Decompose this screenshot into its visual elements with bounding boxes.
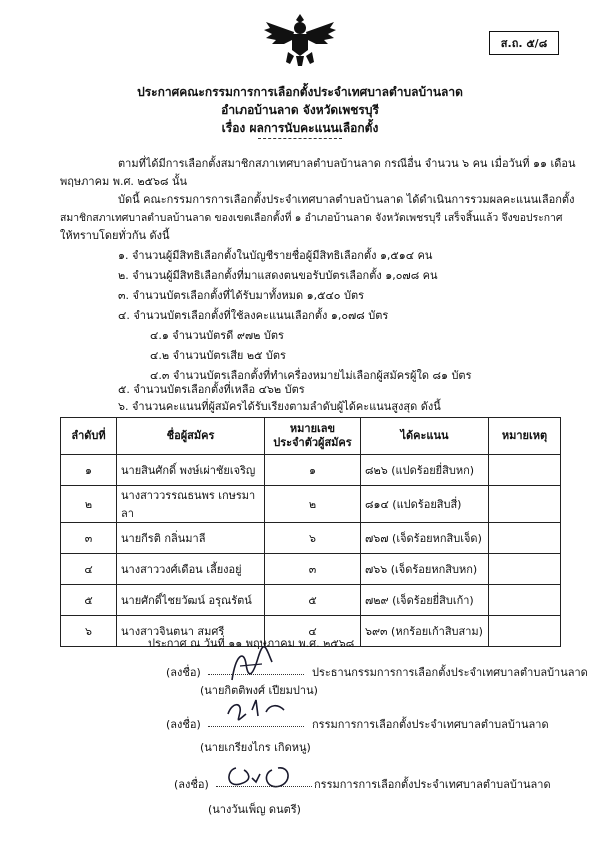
signature-2-role: กรรมการการเลือกตั้งประจำเทศบาลตำบลบ้านลาด	[312, 718, 549, 731]
cell-name: นางสาววงศ์เดือน เลี้ยงอยู่	[117, 554, 265, 585]
signature-2-line	[208, 726, 304, 727]
table-row	[61, 585, 561, 616]
header-name: ชื่อผู้สมัคร	[117, 418, 265, 455]
header-remark: หมายเหตุ	[489, 418, 561, 455]
stat-ballots-received: ๓. จำนวนบัตรเลือกตั้งที่ได้รับมาทั้งหมด ๑,๕๔๐ บัตร	[118, 289, 365, 302]
table-header-row	[61, 418, 561, 455]
cell-votes: ๖๙๓ (หกร้อยเก้าสิบสาม)	[361, 616, 489, 647]
garuda-emblem	[262, 12, 338, 68]
announcement-subject: เรื่อง ผลการนับคะแนนเลือกตั้ง	[221, 121, 379, 135]
signature-1-label: (ลงชื่อ)	[166, 666, 201, 679]
results-table	[60, 417, 561, 647]
stat-ballots-used: ๔. จำนวนบัตรเลือกตั้งที่ใช้ลงคะแนนเลือกตั้ง ๑,๐๗๘ บัตร	[118, 309, 389, 322]
cell-name: นางสาววรรณธนพร เกษรมาลา	[117, 486, 265, 523]
cell-remark	[489, 585, 561, 616]
cell-votes: ๗๖๖ (เจ็ดร้อยหกสิบหก)	[361, 554, 489, 585]
signature-1-line	[208, 674, 304, 675]
paragraph-2-line-3: ให้ทราบโดยทั่วกัน ดังนี้	[60, 229, 170, 242]
cell-votes: ๗๒๙ (เจ็ดร้อยยี่สิบเก้า)	[361, 585, 489, 616]
stat-spoiled-ballots: ๔.๒ จำนวนบัตรเสีย ๒๕ บัตร	[150, 349, 286, 362]
signature-1-name: (นายกิตติพงศ์ เปียมปาน)	[200, 684, 318, 697]
signature-3-role: กรรมการการเลือกตั้งประจำเทศบาลตำบลบ้านลาด	[314, 778, 551, 791]
signature-2-scribble	[222, 696, 292, 724]
cell-name: นายศักดิ์ไชยวัฒน์ อรุณรัตน์	[117, 585, 265, 616]
header-votes: ได้คะแนน	[361, 418, 489, 455]
signature-2-label: (ลงชื่อ)	[166, 718, 201, 731]
cell-rank: ๔	[61, 554, 117, 585]
cell-number: ๓	[265, 554, 361, 585]
cell-rank: ๓	[61, 523, 117, 554]
signature-3-name: (นางวันเพ็ญ ดนตรี)	[208, 803, 301, 816]
cell-remark	[489, 616, 561, 647]
table-row	[61, 486, 561, 523]
cell-number: ๑	[265, 455, 361, 486]
paragraph-2-line-1: บัดนี้ คณะกรรมการการเลือกตั้งประจำเทศบาลตำบลบ้านลาด ได้ดำเนินการรวมผลคะแนนเลือกตั้ง	[118, 193, 575, 206]
stat-votes-heading: ๖. จำนวนคะแนนที่ผู้สมัครได้รับเรียงตามลำดับผู้ได้คะแนนสูงสุด ดังนี้	[118, 400, 441, 413]
signature-1-scribble	[222, 644, 282, 684]
cell-number: ๖	[265, 523, 361, 554]
cell-name: นายกีรติ กลิ่นมาลี	[117, 523, 265, 554]
cell-votes: ๘๒๖ (แปดร้อยยี่สิบหก)	[361, 455, 489, 486]
table-row	[61, 455, 561, 486]
signature-2-name: (นายเกรียงไกร เกิดหนู)	[200, 741, 311, 754]
cell-remark	[489, 486, 561, 523]
signature-3-line	[216, 786, 312, 787]
cell-rank: ๒	[61, 486, 117, 523]
title-divider	[258, 138, 342, 139]
cell-number: ๔	[265, 616, 361, 647]
header-number: หมายเลข ประจำตัวผู้สมัคร	[265, 418, 361, 455]
stat-voters-present: ๒. จำนวนผู้มีสิทธิเลือกตั้งที่มาแสดงตนขอรับบัตรเลือกตั้ง ๑,๐๗๘ คน	[118, 269, 438, 282]
cell-number: ๒	[265, 486, 361, 523]
paragraph-2-line-2: สมาชิกสภาเทศบาลตำบลบ้านลาด ของเขตเลือกตั้งที่ ๑ อำเภอบ้านลาด จังหวัดเพชรบุรี เสร็จสิ้นแล้ว จึงขอประกาศ	[60, 212, 563, 224]
announcement-title: ประกาศคณะกรรมการการเลือกตั้งประจำเทศบาลตำบลบ้านลาด	[137, 85, 463, 99]
cell-votes: ๘๑๔ (แปดร้อยสิบสี่)	[361, 486, 489, 523]
cell-name: นางสาวจินตนา สมศรี	[117, 616, 265, 647]
announcement-district: อำเภอบ้านลาด จังหวัดเพชรบุรี	[221, 103, 379, 117]
header-rank: ลำดับที่	[61, 418, 117, 455]
cell-rank: ๕	[61, 585, 117, 616]
table-row	[61, 554, 561, 585]
signature-1-role: ประธานกรรมการการเลือกตั้งประจำเทศบาลตำบลบ้านลาด	[312, 666, 588, 679]
cell-rank: ๖	[61, 616, 117, 647]
form-code-box: ส.ถ. ๕/๘	[489, 31, 559, 55]
stat-remaining-ballots: ๕. จำนวนบัตรเลือกตั้งที่เหลือ ๔๖๒ บัตร	[118, 383, 305, 396]
table-row	[61, 523, 561, 554]
cell-number: ๕	[265, 585, 361, 616]
cell-remark	[489, 554, 561, 585]
stat-no-vote-ballots: ๔.๓ จำนวนบัตรเลือกตั้งที่ทำเครื่องหมายไม่เลือกผู้สมัครผู้ใด ๘๑ บัตร	[150, 369, 472, 382]
cell-name: นายสินศักดิ์ พงษ์เผ่าชัยเจริญ	[117, 455, 265, 486]
stat-eligible-voters: ๑. จำนวนผู้มีสิทธิเลือกตั้งในบัญชีรายชื่อผู้มีสิทธิเลือกตั้ง ๑,๕๑๔ คน	[118, 249, 433, 262]
paragraph-1-line-2: พฤษภาคม พ.ศ. ๒๕๖๘ นั้น	[60, 175, 187, 188]
cell-votes: ๗๖๗ (เจ็ดร้อยหกสิบเจ็ด)	[361, 523, 489, 554]
cell-rank: ๑	[61, 455, 117, 486]
signature-3-scribble	[222, 760, 312, 794]
paragraph-1-line-1: ตามที่ได้มีการเลือกตั้งสมาชิกสภาเทศบาลตำบลบ้านลาด กรณีอื่น จำนวน ๖ คน เมื่อวันที่ ๑๑ เดือน	[118, 157, 576, 170]
cell-remark	[489, 455, 561, 486]
announce-date: ประกาศ ณ วันที่ ๑๑ พฤษภาคม พ.ศ. ๒๕๖๘	[148, 637, 355, 650]
cell-remark	[489, 523, 561, 554]
signature-3-label: (ลงชื่อ)	[174, 778, 209, 791]
stat-good-ballots: ๔.๑ จำนวนบัตรดี ๙๗๒ บัตร	[150, 329, 284, 342]
